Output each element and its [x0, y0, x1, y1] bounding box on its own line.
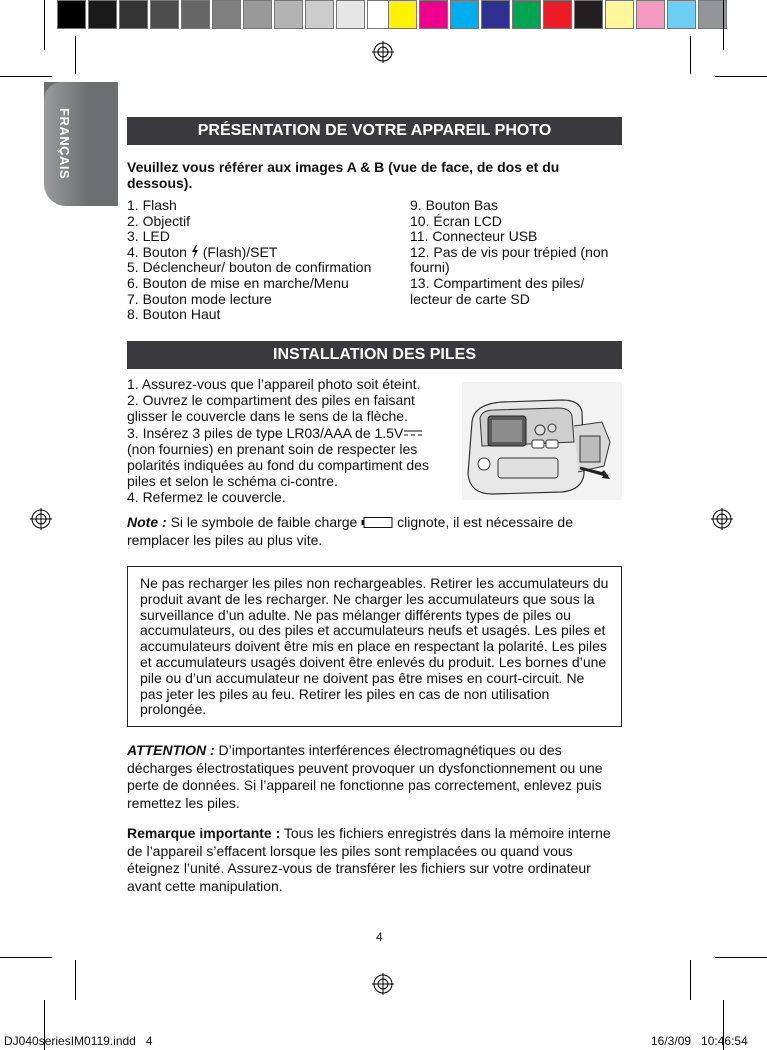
list-item: 2. Objectif — [127, 212, 191, 229]
crop-mark — [75, 960, 76, 1000]
flash-bolt-icon — [191, 245, 199, 259]
step-line: (non fournies) en prenant soin de respecter les — [127, 440, 418, 457]
step-line: 3. Insérez 3 piles de type LR03/AAA de 1.5V — [127, 425, 457, 441]
step-line: 4. Refermez le couvercle. — [127, 489, 286, 506]
step-line: piles et selon le schéma ci-contre. — [127, 473, 338, 490]
list-item: 5. Déclencheur/ bouton de confirmation — [127, 259, 372, 276]
color-swatch — [388, 0, 417, 29]
remark-paragraph: Remarque importante : Tous les fichiers enregistrés dans la mémoire interne de l’appareil s’effacent lorsque les piles sont remplacées ou quand vous éteignez l’unité. Assurez-vous de transférer les fichiers sur votre ordinateur avant cette manipulation. — [127, 825, 611, 894]
color-swatch — [57, 0, 86, 29]
install-steps — [127, 376, 457, 506]
list-item: 12. Pas de vis pour trépied (non fourni) — [410, 243, 609, 276]
list-item: 11. Connecteur USB — [410, 228, 538, 245]
language-tab — [44, 82, 118, 206]
color-swatch — [543, 0, 572, 29]
color-swatch — [243, 0, 272, 29]
camera-battery-illustration — [462, 382, 622, 500]
warning-text: Ne pas recharger les piles non rechargeables. Retirer les accumulateurs du produit avant de les recharger. Ne charger les accumulateurs que sous la surveillance d’un adulte. Ne pas mélanger différents types de piles ou accumulateurs, ou des piles et accumulateurs neufs et usagés. Les piles et accumulateurs doivent être mis en place en respectant la polarité. Les piles et accumulateurs usagés doivent être enlevés du produit. Les bornes d’une pile ou d’un accumulateur ne doivent pas être mises en court-circuit. Ne pas jeter les piles au feu. Retirer les piles en cas de non utilisation prolongée. — [140, 575, 609, 718]
footer-filename: DJ040seriesIM0119.indd 4 — [4, 1034, 153, 1048]
list-item: 3. LED — [127, 228, 170, 245]
registration-mark-icon — [372, 41, 394, 63]
list-item-prefix: 4. Bouton — [127, 243, 187, 260]
crop-mark — [75, 36, 76, 74]
color-swatch — [305, 0, 334, 29]
color-swatch — [119, 0, 148, 29]
color-swatch — [419, 0, 448, 29]
list-item: 10. Écran LCD — [410, 212, 502, 229]
list-item: 9. Bouton Bas — [410, 197, 498, 213]
color-swatch — [274, 0, 303, 29]
page-number: 4 — [376, 930, 383, 944]
parts-list-left — [127, 198, 397, 323]
attention-paragraph: ATTENTION : D’importantes interférences électromagnétiques ou des décharges électrostatiques peuvent provoquer un dysfonctionnement ou une perte de données. Si l’appareil ne fonctionne pas correctement, enlevez puis remettez les piles. — [127, 742, 603, 811]
color-swatch — [481, 0, 510, 29]
registration-mark-icon — [372, 973, 394, 995]
low-battery-note: Note : Si le symbole de faible charge clignote, il est nécessaire de remplacer les piles au plus vite. — [127, 514, 573, 548]
crop-mark — [715, 76, 767, 77]
registration-mark-icon — [711, 508, 733, 530]
step-line: 1. Assurez-vous que l’appareil photo soit éteint. — [127, 376, 421, 392]
color-swatch — [636, 0, 665, 29]
color-swatch — [336, 0, 365, 29]
section-title-batteries: INSTALLATION DES PILES — [127, 341, 622, 369]
step-line: 2. Ouvrez le compartiment des piles en faisant — [127, 392, 415, 409]
color-swatch — [150, 0, 179, 29]
color-swatch — [181, 0, 210, 29]
list-item: 13. Compartiment des piles/ lecteur de carte SD — [410, 274, 585, 307]
color-swatch — [450, 0, 479, 29]
crop-mark — [690, 960, 691, 1000]
crop-mark — [0, 76, 52, 77]
color-swatch — [88, 0, 117, 29]
intro-text: Veuillez vous référer aux images A & B (vue de face, de dos et du dessous). — [127, 159, 560, 191]
dc-voltage-icon — [403, 428, 423, 438]
crop-mark — [0, 957, 52, 958]
step-line: glisser le couvercle dans le sens de la flèche. — [127, 408, 408, 425]
parts-list-right — [410, 198, 622, 307]
color-calibration-bar — [388, 0, 729, 32]
language-tab-label: FRANÇAIS — [57, 108, 72, 180]
color-swatch — [605, 0, 634, 29]
section-title-presentation: PRÉSENTATION DE VOTRE APPAREIL PHOTO — [127, 117, 622, 145]
list-item: 7. Bouton mode lecture — [127, 290, 272, 307]
list-item — [127, 245, 397, 261]
list-item-suffix: (Flash)/SET — [202, 243, 278, 260]
crop-mark — [690, 36, 691, 74]
crop-mark — [715, 957, 767, 958]
list-item: 8. Bouton Haut — [127, 306, 221, 323]
list-item: 6. Bouton de mise en marche/Menu — [127, 274, 349, 291]
footer-timestamp: 16/3/09 10:46:54 — [651, 1034, 748, 1048]
crop-mark — [723, 0, 724, 50]
step-line: polarités indiquées au fond du compartiment des — [127, 457, 429, 474]
color-swatch — [212, 0, 241, 29]
registration-mark-icon — [30, 508, 52, 530]
crop-mark — [44, 0, 45, 50]
gray-calibration-bar — [57, 0, 398, 32]
color-swatch — [574, 0, 603, 29]
list-item: 1. Flash — [127, 197, 177, 213]
low-battery-icon — [361, 516, 393, 529]
color-swatch — [512, 0, 541, 29]
color-swatch — [667, 0, 696, 29]
